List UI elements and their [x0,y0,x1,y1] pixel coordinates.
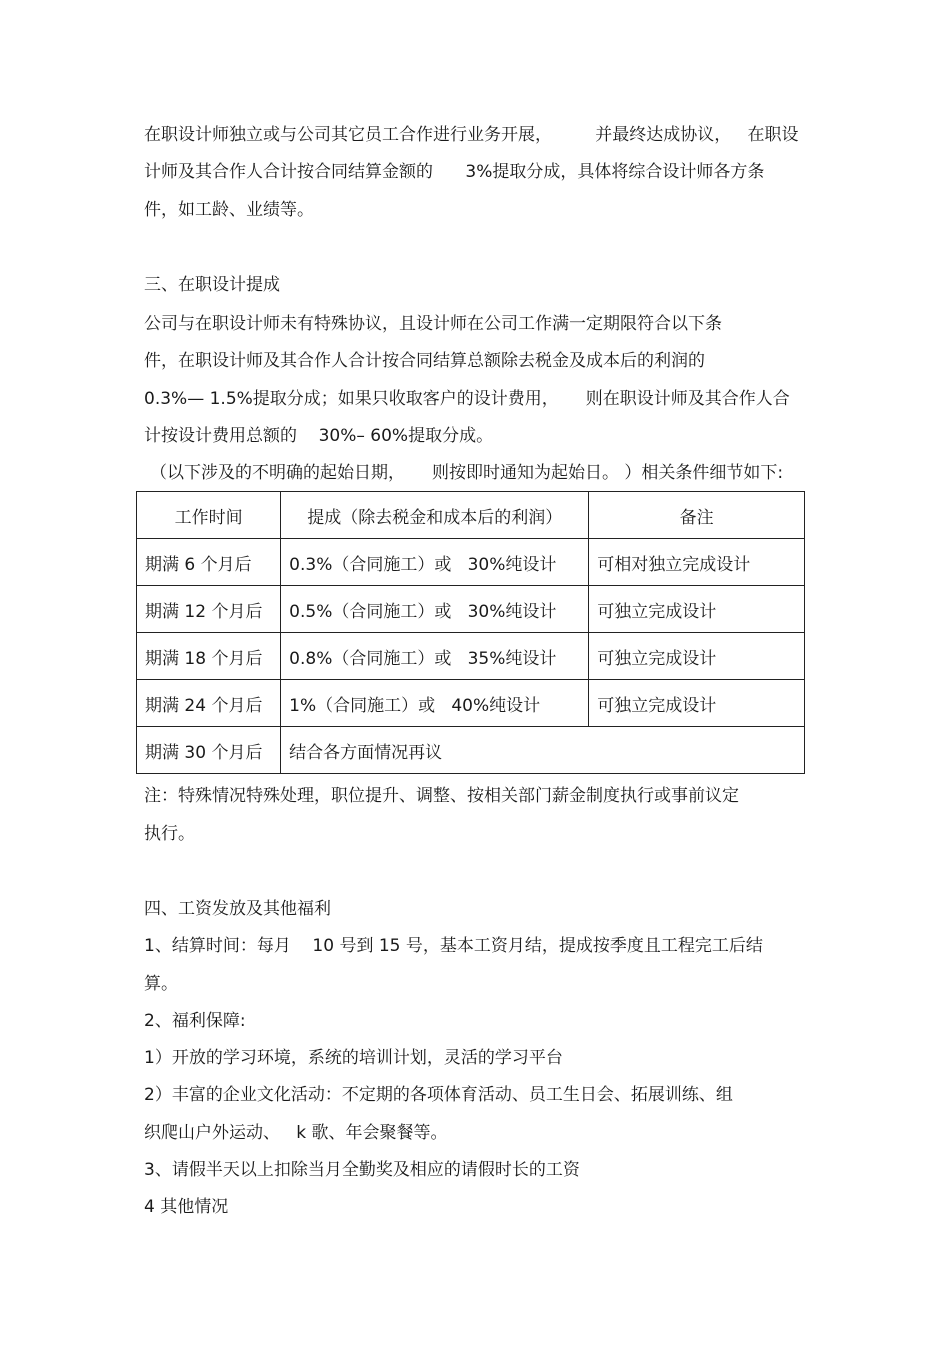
table-cell: 结合各方面情况再议 [281,727,805,774]
intro-line-3: 件，如工龄、业绩等。 [144,200,314,220]
commission-table [136,491,805,774]
table-row [137,539,805,586]
table-cell: 0.5%（合同施工）或 30%纯设计 [281,586,589,633]
table-cell: 可独立完成设计 [589,586,805,633]
table-header-cell: 提成（除去税金和成本后的利润） [281,492,589,539]
table-cell: 期满 24 个月后 [137,680,281,727]
table-cell: 期满 30 个月后 [137,727,281,774]
note-line-2: 执行。 [144,824,195,844]
section3-line-3: 0.3%— 1.5%提取分成；如果只收取客户的设计费用， 则在职设计师及其合作人合 [144,389,790,409]
section4-item1-line-2: 算。 [144,974,178,994]
table-row [137,633,805,680]
section3-line-1: 公司与在职设计师未有特殊协议，且设计师在公司工作满一定期限符合以下条 [144,314,722,334]
table-cell: 可独立完成设计 [589,633,805,680]
section4-item2-1: 1）开放的学习环境，系统的培训计划，灵活的学习平台 [144,1048,563,1068]
section4-heading: 四、工资发放及其他福利 [144,899,331,919]
section4-item2: 2、福利保障: [144,1011,246,1031]
section3-heading: 三、在职设计提成 [144,275,280,295]
table-row [137,680,805,727]
section3-line-2: 件，在职设计师及其合作人合计按合同结算总额除去税金及成本后的利润的 [144,351,705,371]
table-header-cell: 备注 [589,492,805,539]
note-line-1: 注：特殊情况特殊处理，职位提升、调整、按相关部门薪金制度执行或事前议定 [144,786,739,806]
section4-item2-2-line-1: 2）丰富的企业文化活动：不定期的各项体育活动、员工生日会、拓展训练、组 [144,1085,733,1105]
section4-item1-line-1: 1、结算时间：每月 10 号到 15 号，基本工资月结，提成按季度且工程完工后结 [144,936,763,956]
section3-line-4: 计按设计费用总额的 30%– 60%提取分成。 [144,426,494,446]
table-cell: 期满 6 个月后 [137,539,281,586]
table-header-row [137,492,805,539]
section4-item4: 4 其他情况 [144,1197,229,1217]
table-row [137,586,805,633]
table-cell: 可独立完成设计 [589,680,805,727]
table-header-cell: 工作时间 [137,492,281,539]
intro-line-1: 在职设计师独立或与公司其它员工合作进行业务开展， 并最终达成协议， 在职设 [144,125,799,145]
section4-item2-2-line-2: 织爬山户外运动、 k 歌、年会聚餐等。 [144,1123,448,1143]
intro-line-2: 计师及其合作人合计按合同结算金额的 3%提取分成，具体将综合设计师各方条 [144,162,765,182]
table-cell: 期满 18 个月后 [137,633,281,680]
section4-item3: 3、请假半天以上扣除当月全勤奖及相应的请假时长的工资 [144,1160,580,1180]
table-cell: 1%（合同施工）或 40%纯设计 [281,680,589,727]
table-cell: 期满 12 个月后 [137,586,281,633]
table-cell: 0.8%（合同施工）或 35%纯设计 [281,633,589,680]
table-cell: 0.3%（合同施工）或 30%纯设计 [281,539,589,586]
table-row [137,727,805,774]
section3-line-5: （以下涉及的不明确的起始日期， 则按即时通知为起始日。 ）相关条件细节如下: [150,463,784,483]
table-cell: 可相对独立完成设计 [589,539,805,586]
